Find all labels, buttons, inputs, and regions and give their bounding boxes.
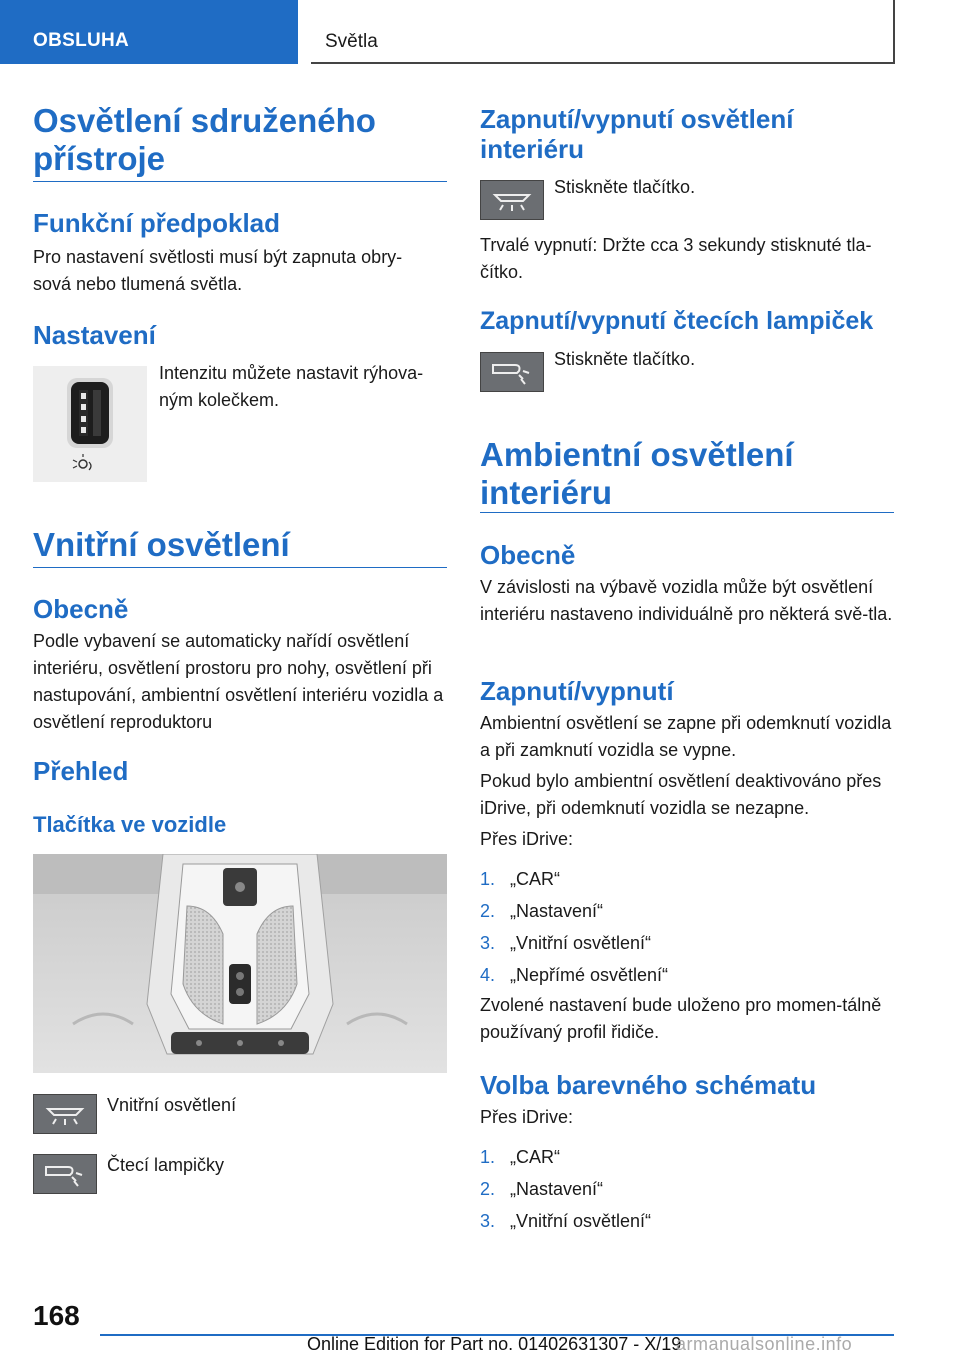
- heading-toggle-reading: Zapnutí/vypnutí čtecích lampiček: [480, 307, 874, 335]
- heading-buttons-in-vehicle: Tlačítka ve vozidle: [33, 812, 227, 837]
- list-item: 3. „Vnitřní osvětlení“: [480, 933, 652, 953]
- text-via-idrive-2: Přes iDrive:: [480, 1107, 574, 1127]
- list-item: 2. „Nastavení“: [480, 1179, 604, 1199]
- interior-light-button-image-2: [480, 180, 544, 220]
- steps-list-2: [480, 1144, 894, 1240]
- steps-list-1: [480, 866, 894, 994]
- heading-overview: Přehled: [33, 756, 129, 786]
- text-press-button: Stiskněte tlačítko.: [554, 177, 696, 197]
- title-ambient-lighting: Ambientní osvětlení interiéru: [480, 436, 794, 511]
- text-on-off-2: Pokud bylo ambientní osvětlení deaktivováno přes iDrive, při odemknutí vozidla se nezapne.: [480, 771, 882, 818]
- text-setting: Intenzitu můžete nastavit rýhova-ným kolečkem.: [159, 363, 424, 410]
- list-item: 2. „Nastavení“: [480, 901, 604, 921]
- heading-prerequisite: Funkční předpoklad: [33, 208, 281, 238]
- interior-light-button-image: [33, 1094, 97, 1134]
- edition-text: Online Edition for Part no. 01402631307 - X/19: [307, 1334, 682, 1354]
- chapter-label: Světla: [325, 31, 378, 52]
- legend-interior-light: Vnitřní osvětlení: [107, 1095, 237, 1115]
- list-item: 3. „Vnitřní osvětlení“: [480, 1211, 652, 1231]
- roof-console-image: [33, 854, 447, 1073]
- title-rule: [33, 181, 447, 182]
- section-label: OBSLUHA: [33, 30, 130, 51]
- list-item: 1. „CAR“: [480, 1147, 560, 1167]
- reading-light-button-image-2: [480, 352, 544, 392]
- title-rule-3: [480, 512, 894, 513]
- heading-color-scheme: Volba barevného schématu: [480, 1070, 817, 1100]
- legend-reading-light: Čtecí lampičky: [107, 1155, 225, 1175]
- heading-general: Obecně: [33, 594, 129, 624]
- text-press-button-2: Stiskněte tlačítko.: [554, 349, 696, 369]
- list-item: 1. „CAR“: [480, 869, 560, 889]
- heading-general-2: Obecně: [480, 540, 576, 570]
- text-saved: Zvolené nastavení bude uloženo pro momen-tálně používaný profil řidiče.: [480, 995, 882, 1042]
- text-via-idrive: Přes iDrive:: [480, 829, 574, 849]
- text-on-off-1: Ambientní osvětlení se zapne při odemknutí vozidla a při zamknutí vozidla se vypne.: [480, 713, 892, 760]
- heading-setting: Nastavení: [33, 320, 156, 350]
- heading-toggle-interior: Zapnutí/vypnutí osvětlení interiéru: [480, 104, 794, 164]
- watermark: armanualsonline.info: [676, 1334, 853, 1354]
- text-general: Podle vybavení se automaticky nařídí osvětlení interiéru, osvětlení prostoru pro nohy, osvětlení při nastupování, ambientní osvětlení interiéru vozidla a osvětlení reproduktoru: [33, 631, 444, 732]
- page-number: 168: [33, 1300, 80, 1331]
- section-tab: [0, 0, 298, 64]
- text-prerequisite: Pro nastavení světlosti musí být zapnuta obry-sová nebo tlumená světla.: [33, 247, 403, 294]
- title-instrument-lighting: Osvětlení sdruženého přístroje: [33, 102, 376, 177]
- list-item: 4. „Nepřímé osvětlení“: [480, 965, 669, 985]
- reading-light-button-image: [33, 1154, 97, 1194]
- text-general-2: V závislosti na výbavě vozidla může být osvětlení interiéru nastaveno individuálně pro některá svě-tla.: [480, 577, 893, 624]
- heading-on-off: Zapnutí/vypnutí: [480, 676, 674, 706]
- title-interior-lighting: Vnitřní osvětlení: [33, 526, 290, 563]
- text-permanent-off: Trvalé vypnutí: Držte cca 3 sekundy stisknuté tla-čítko.: [480, 235, 872, 282]
- chapter-tab: [311, 0, 895, 64]
- dimmer-wheel-image: [33, 366, 147, 482]
- title-rule-2: [33, 567, 447, 568]
